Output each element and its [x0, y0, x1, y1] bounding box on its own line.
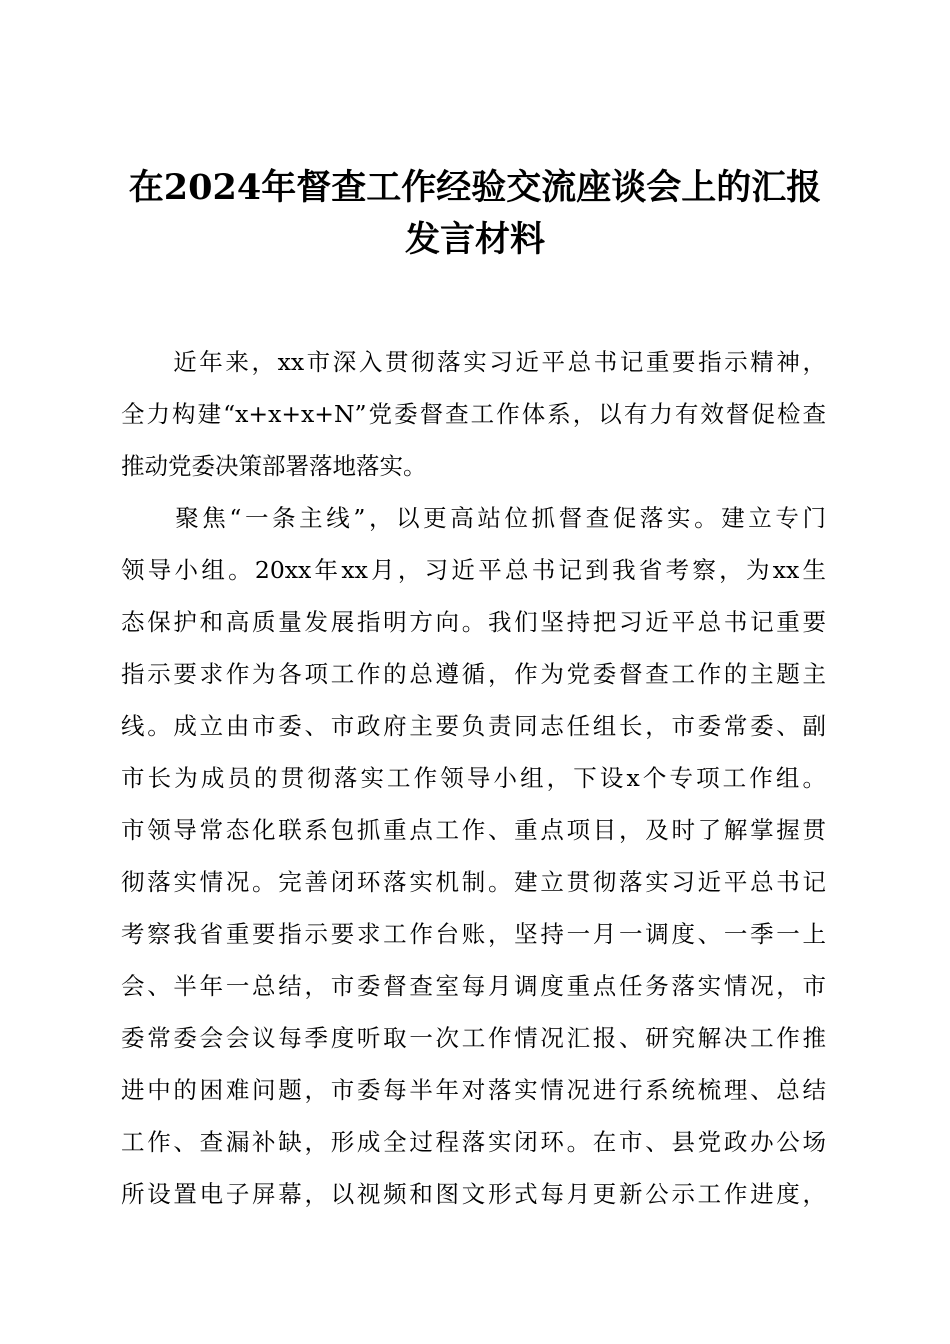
text-line: 市领导常态化联系包抓重点工作、重点项目，及时了解掌握贯 — [121, 816, 826, 844]
text-line: 态保护和高质量发展指明方向。我们坚持把习近平总书记重要 — [121, 608, 826, 636]
text-line: 进中的困难问题，市委每半年对落实情况进行系统梳理、总结 — [121, 1076, 826, 1104]
text-line: 聚焦“一条主线”，以更高站位抓督查促落实。建立专门 — [121, 504, 826, 532]
text-line: 推动党委决策部署落地落实。 — [121, 452, 427, 480]
text-line: 市长为成员的贯彻落实工作领导小组，下设x个专项工作组。 — [121, 764, 826, 792]
text-line: 考察我省重要指示要求工作台账，坚持一月一调度、一季一上 — [121, 920, 826, 948]
text-line: 领导小组。20xx年xx月，习近平总书记到我省考察，为xx生 — [121, 556, 826, 584]
text-line: 会、半年一总结，市委督查室每月调度重点任务落实情况，市 — [121, 972, 826, 1000]
text-line: 委常委会会议每季度听取一次工作情况汇报、研究解决工作推 — [121, 1024, 826, 1052]
title-line: 发言材料 — [404, 219, 545, 260]
document-body — [121, 336, 826, 1220]
document-title — [110, 162, 840, 266]
paragraph — [121, 336, 826, 492]
text-line: 指示要求作为各项工作的总遵循，作为党委督查工作的主题主 — [121, 660, 826, 688]
text-line: 近年来，xx市深入贯彻落实习近平总书记重要指示精神， — [121, 348, 826, 376]
title-line: 在2024年督查工作经验交流座谈会上的汇报 — [128, 167, 822, 208]
text-line: 线。成立由市委、市政府主要负责同志任组长，市委常委、副 — [121, 712, 826, 740]
text-line: 工作、查漏补缺，形成全过程落实闭环。在市、县党政办公场 — [121, 1128, 826, 1156]
text-line: 彻落实情况。完善闭环落实机制。建立贯彻落实习近平总书记 — [121, 868, 826, 896]
text-line: 全力构建“x+x+x+N”党委督查工作体系，以有力有效督促检查 — [121, 400, 826, 428]
text-line: 所设置电子屏幕，以视频和图文形式每月更新公示工作进度， — [121, 1180, 826, 1208]
paragraph — [121, 492, 826, 1220]
